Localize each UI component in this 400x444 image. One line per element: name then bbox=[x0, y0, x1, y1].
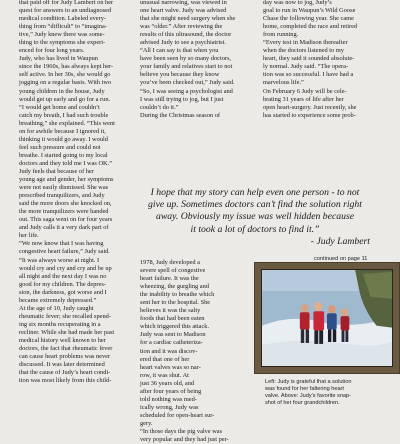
article-text-line: self active. In her 30s, she would go bbox=[19, 71, 111, 79]
article-text-line: gery. bbox=[140, 419, 153, 427]
article-text-line: said the more doors she knocked on, bbox=[19, 200, 112, 208]
article-text-line: since the 1960s, has always kept her- bbox=[19, 63, 114, 71]
article-text-line: when the doctors listened to my bbox=[263, 47, 344, 55]
article-text-line: foods that had been eaten bbox=[140, 315, 205, 323]
article-text-line: thinking it would go away. I would bbox=[19, 135, 108, 143]
article-text-line: severe spell of congestive bbox=[140, 267, 206, 275]
pull-quote-line: I hope that my story can help even one person - to not bbox=[150, 187, 360, 198]
article-text-line: out. This saga went on for four years bbox=[19, 216, 113, 224]
article-text-line: tive,” Judy knew there was some- bbox=[19, 31, 105, 39]
article-text-line: “I would get home and couldn’t bbox=[19, 103, 100, 111]
article-text-line: your family and relatives start to not bbox=[140, 63, 233, 71]
article-text-line: the more tranquilizers were handed bbox=[19, 208, 109, 216]
article-text-line: During the Christmas season of bbox=[140, 111, 220, 119]
article-text-line: young age and gender, her symptoms bbox=[19, 176, 114, 184]
article-text-line: results of this ultrasound, the doctor bbox=[140, 31, 232, 39]
continued-label: continued on page 11 bbox=[314, 256, 368, 262]
article-text-line: 1978, Judy developed a bbox=[140, 259, 200, 266]
article-text-line: doctors and they told me I was OK.” bbox=[19, 159, 113, 167]
article-text-line: doctors, the fact that rheumatic fever bbox=[19, 345, 113, 353]
article-text-line: On February 6 Judy will be cele- bbox=[263, 87, 347, 95]
photo-scene bbox=[262, 270, 392, 366]
article-text-line: her life. bbox=[19, 232, 39, 240]
article-text-line: brating 31 years of life after her bbox=[263, 95, 344, 103]
caption-line: shot of her four grandchildren. bbox=[265, 400, 340, 406]
article-text-line: and Judy calls it a very dark part of bbox=[19, 224, 109, 232]
article-text-line: Judy feels that because of her bbox=[19, 167, 94, 175]
article-text-line: sion, the darkness, got worse and I bbox=[19, 288, 107, 296]
article-text-line: heart, they said it sounded absolute- bbox=[263, 55, 355, 63]
article-text-line: Judy was sent to Madison bbox=[140, 331, 206, 339]
article-text-line: just 36 years old, and bbox=[140, 379, 195, 387]
article-text-line: became extremely depressed.” bbox=[19, 296, 97, 304]
article-text-line: ing six months recuperating in a bbox=[19, 320, 101, 328]
article-text-line: that the cause of Judy’s heart condi- bbox=[19, 369, 111, 377]
article-column-4 bbox=[140, 259, 229, 444]
article-text-line: rheumatic fever; she recalled spend- bbox=[19, 312, 111, 320]
article-text-line: one heart valve. Judy was advised bbox=[140, 7, 227, 15]
article-text-line: recliner. While she had made her past bbox=[19, 328, 115, 336]
article-text-line: good for my children. The depres- bbox=[19, 280, 106, 288]
article-text-line: ly normal. Judy said. “The opera- bbox=[263, 63, 349, 71]
article-text-line: row, it was shut. At bbox=[140, 371, 189, 379]
article-text-line: enced for four long years. bbox=[19, 47, 85, 55]
article-text-line: open heart-surgery. Just recently, she bbox=[263, 103, 357, 111]
article-text-line: thing from “difficult” to “imagina- bbox=[19, 23, 107, 31]
article-text-line: tion and it was discov- bbox=[140, 347, 198, 355]
article-text-line: goal to run in Waupun’s Wild Goose bbox=[263, 7, 356, 15]
article-text-line: you’ve been checked out,” Judy said. bbox=[140, 79, 235, 87]
article-text-line: At the age of 10, Judy caught bbox=[19, 304, 94, 312]
article-column-2 bbox=[140, 0, 235, 120]
article-text-line: breathe. I started going to my local bbox=[19, 151, 108, 159]
article-text-line: scheduled for open-heart sur- bbox=[140, 411, 215, 419]
article-text-line: medical history well known to her bbox=[19, 336, 106, 344]
article-text-line: from running. bbox=[263, 31, 299, 39]
article-text-line: “Every test in Madison thereafter bbox=[263, 39, 348, 47]
article-text-line: “So, I was seeing a psychologist and bbox=[140, 87, 233, 95]
pull-quote-line: it took a lot of doctors to find it.” bbox=[190, 223, 320, 235]
article-text-line: tion was so successful. I have had a bbox=[263, 71, 354, 79]
article-text-line: after four years of being bbox=[140, 387, 202, 395]
article-text-line: congestive heart failure,” Judy said. bbox=[19, 248, 110, 256]
article-column-3 bbox=[263, 0, 357, 120]
article-text-line: was “older.” After reviewing the bbox=[140, 23, 223, 31]
caption-line: Left: Judy is grateful that a solution bbox=[265, 379, 352, 385]
article-text-line: ered that one of her bbox=[140, 355, 190, 363]
article-text-line: marvelous life.” bbox=[263, 79, 304, 87]
article-text-line: which triggered this attack. bbox=[140, 323, 210, 331]
photo-caption bbox=[265, 379, 351, 407]
article-text-line: heart valves was so nar- bbox=[140, 363, 201, 371]
article-text-line: thing to the symptoms she experi- bbox=[19, 39, 106, 47]
grandchildren-photo bbox=[261, 269, 393, 367]
article-text-line: home, completed the race and retired bbox=[263, 23, 358, 31]
article-text-line: told nothing was med- bbox=[140, 395, 197, 403]
article-text-line: young children in the house, Judy bbox=[19, 87, 105, 95]
article-text-line: prescribed tranquilizers, and Judy bbox=[19, 192, 105, 200]
article-text-line: catch my breath, I had such trouble bbox=[19, 111, 109, 119]
article-text-line: has started to experience some prob- bbox=[263, 111, 356, 119]
article-text-line: breathing,” she explained. “This went bbox=[19, 119, 115, 127]
caption-line: valve. Above: Judy’s favorite snap- bbox=[265, 393, 352, 399]
article-text-line: have been seen by so many doctors, bbox=[140, 55, 232, 63]
article-text-line: advised Judy to see a psychiatrist. bbox=[140, 39, 226, 47]
article-text-line: that paid off for Judy Lambert on her bbox=[19, 0, 114, 6]
article-text-line: sent her to the hospital. She bbox=[140, 299, 211, 307]
article-text-line: believe you because they know bbox=[140, 71, 220, 79]
article-text-line: tion was most likely from this child- bbox=[19, 377, 112, 385]
article-text-line: ically wrong, Judy was bbox=[140, 403, 199, 411]
article-text-line: were not easily dismissed. She was bbox=[19, 184, 109, 192]
article-text-line: very popular and they had just per- bbox=[140, 436, 229, 444]
pull-quote-line: give up. Sometimes doctors can’t find the solution right bbox=[148, 199, 362, 211]
article-text-line: that she might need surgery when she bbox=[140, 15, 236, 23]
caption-line: was found for her faltering heart bbox=[265, 386, 344, 392]
pull-quote-attribution: - Judy Lambert bbox=[310, 235, 370, 247]
article-text-line: quest for answers to an undiagnosed bbox=[19, 7, 112, 15]
article-text-line: all night and the next day I was no bbox=[19, 272, 107, 280]
article-text-line: can cause heart problems was never bbox=[19, 353, 111, 361]
article-text-line: Chase the following year. She came bbox=[263, 15, 354, 23]
article-text-line: believes it was the salty bbox=[140, 307, 201, 315]
article-text-line: “All I can say is that when you bbox=[140, 47, 219, 55]
article-text-line: feel such pressure and could not bbox=[19, 143, 101, 151]
article-text-line: “It was always worse at night. I bbox=[19, 256, 100, 264]
photo-frame bbox=[254, 262, 400, 374]
article-text-line: unusual narrowing, was viewed in bbox=[140, 0, 227, 6]
pull-quote-line: away. Obviously my issue was well hidden because bbox=[155, 211, 355, 223]
article-text-line: “We now know that I was having bbox=[19, 240, 104, 248]
article-text-line: jogging on a regular basis. With two bbox=[19, 79, 112, 87]
article-text-line: day was now to jog, Judy’s bbox=[263, 0, 332, 6]
article-text-line: on for awhile because I ignored it, bbox=[19, 127, 106, 135]
article-text-line: “In those days the pig valve was bbox=[140, 427, 223, 435]
article-text-line: wheezing, the gurgling and bbox=[140, 283, 209, 291]
article-text-line: discussed. It was later determined bbox=[19, 361, 105, 369]
article-text-line: Judy, who has lived in Waupun bbox=[19, 55, 98, 63]
article-text-line: medical condition. Labeled every- bbox=[19, 15, 107, 23]
article-text-line: heart failure. It was the bbox=[140, 275, 199, 283]
article-text-line: the inability to breathe which bbox=[140, 291, 215, 299]
article-column-1 bbox=[19, 0, 115, 385]
article-text-line: for a cardiac catheteriza- bbox=[140, 339, 203, 347]
article-text-line: I was still trying to jog, but I just bbox=[140, 95, 224, 103]
article-text-line: would get up early and go for a run. bbox=[19, 95, 111, 103]
article-text-line: couldn’t do it.” bbox=[140, 103, 179, 111]
article-text-line: would cry and cry and cry and be up bbox=[19, 264, 112, 272]
pull-quote bbox=[112, 187, 398, 248]
